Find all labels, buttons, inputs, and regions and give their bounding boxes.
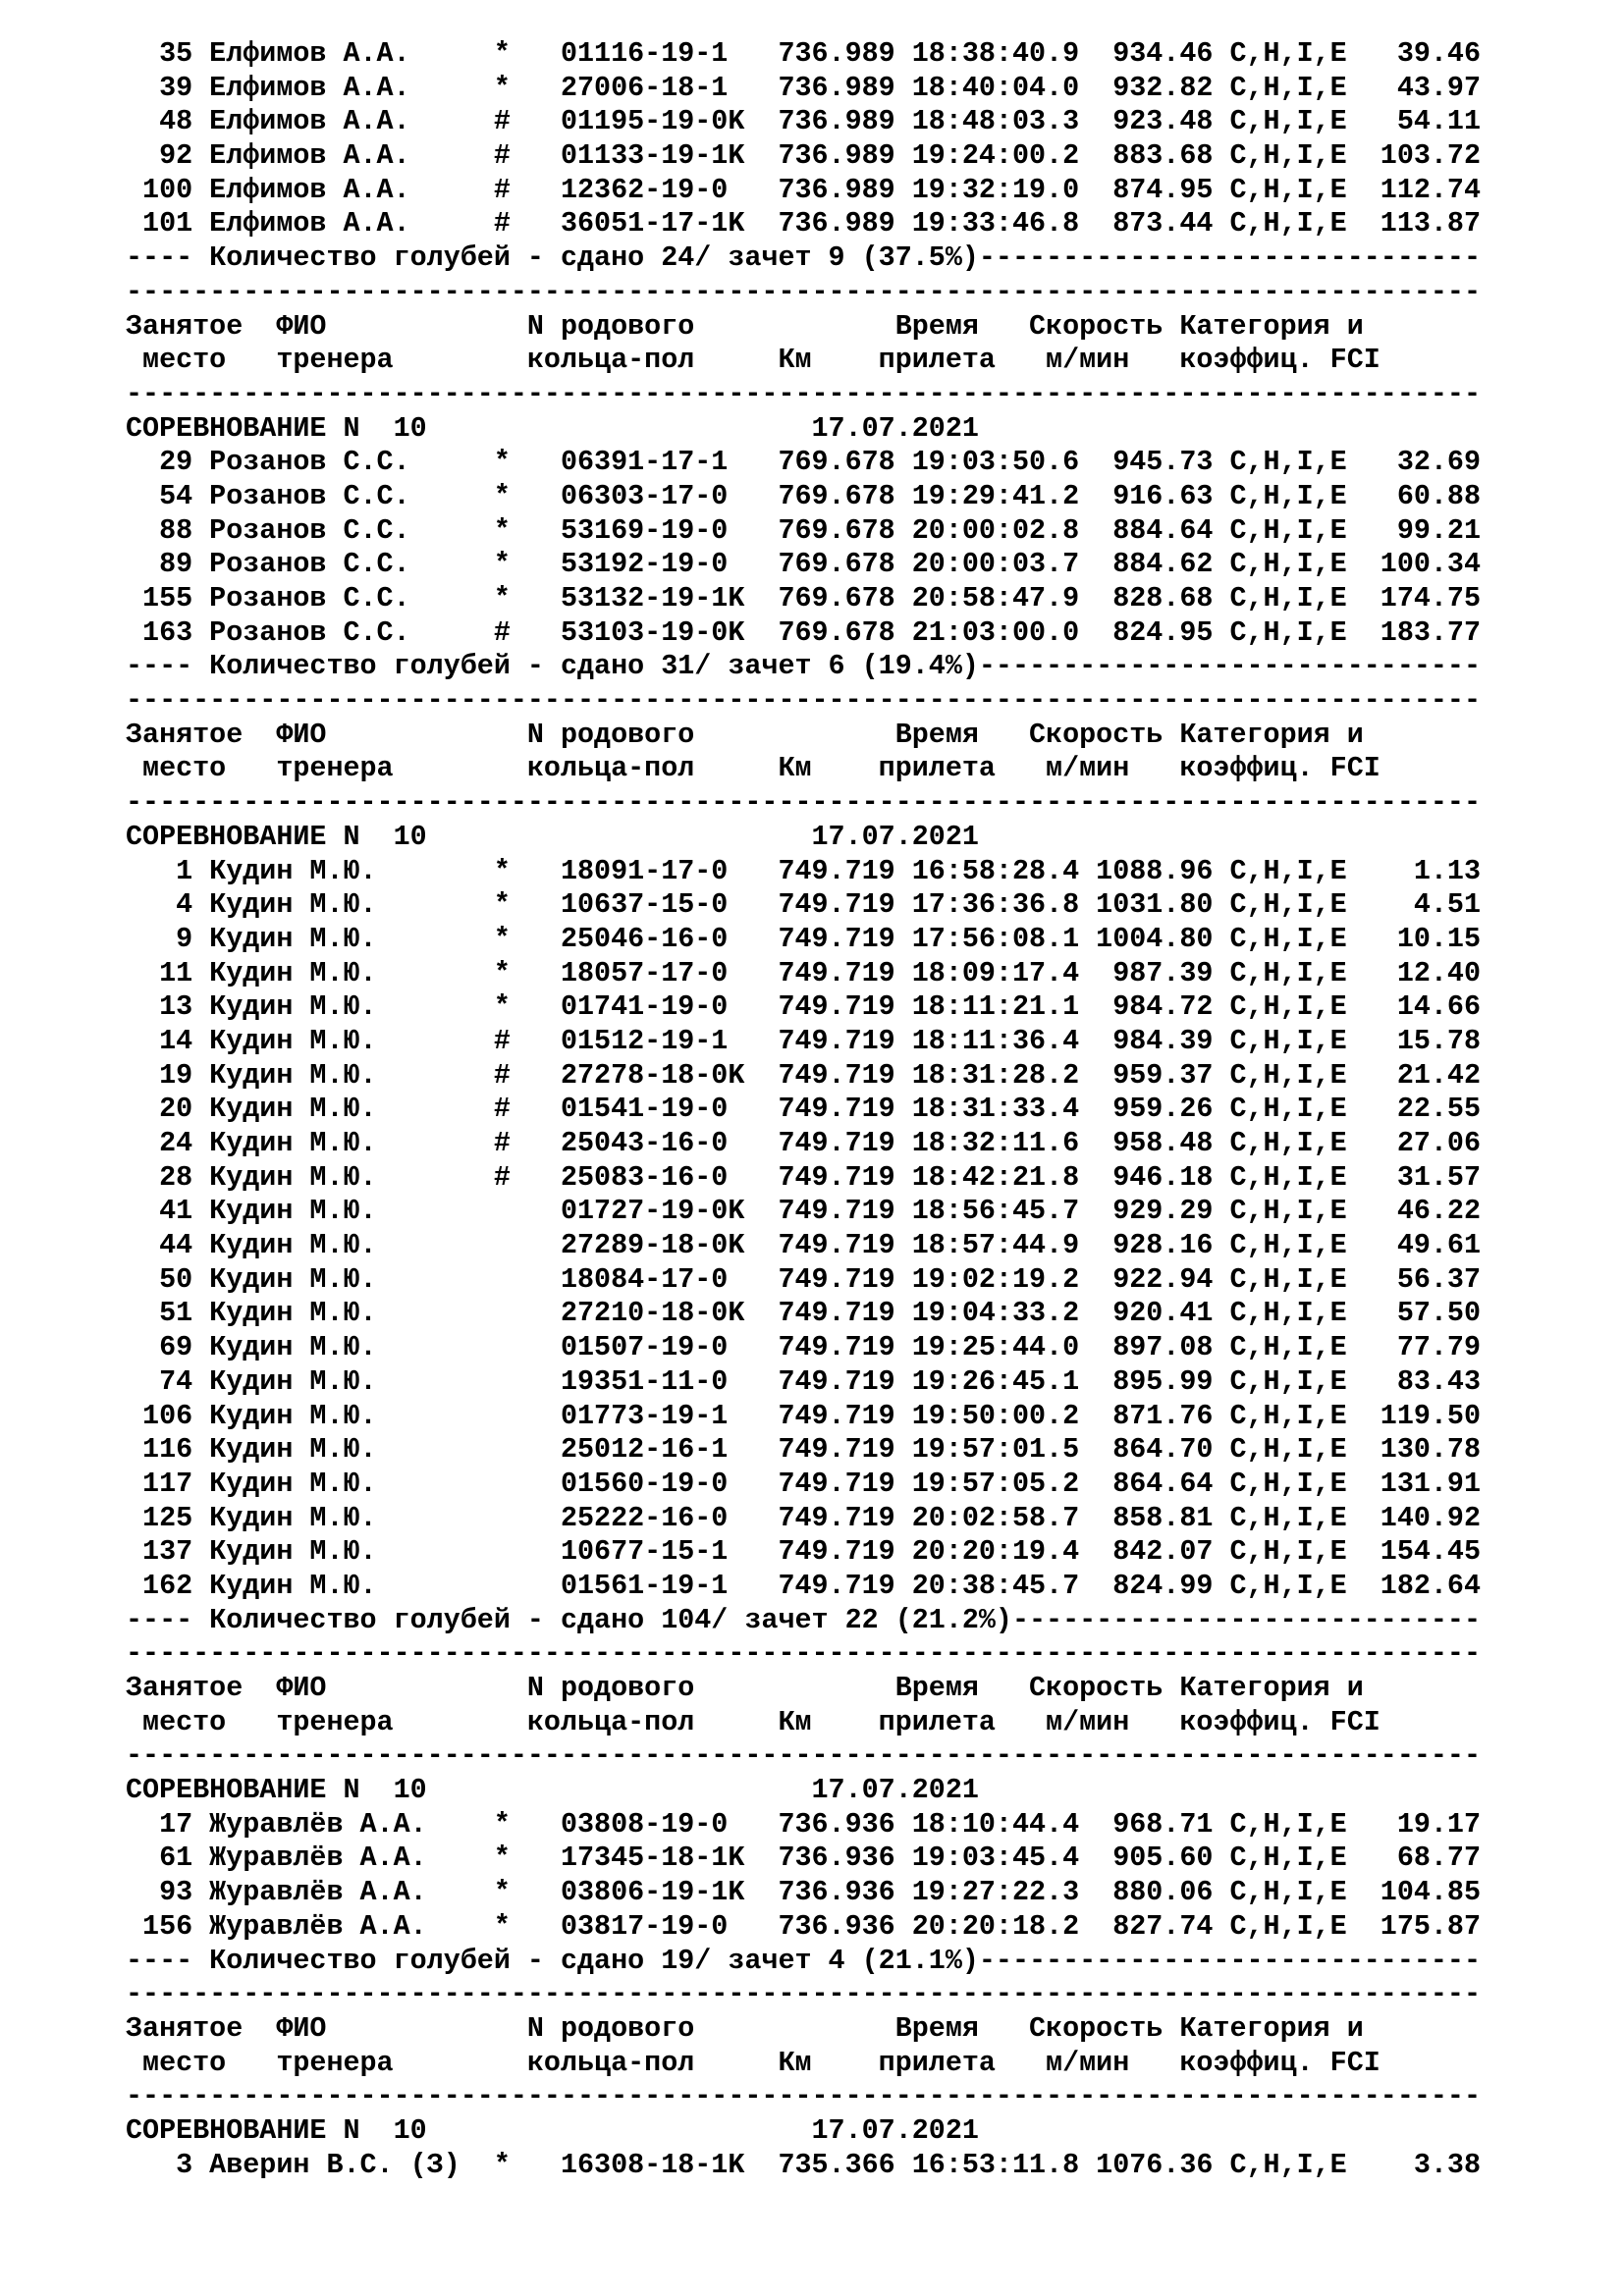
printout-line: СОРЕВНОВАНИЕ N 10 17.07.2021 xyxy=(126,1774,979,1807)
printout-line: --------------------------------------------------------------------------------- xyxy=(126,1637,1482,1671)
printout-line: 69 Кудин М.Ю. 01507-19-0 749.719 19:25:44.0 897.08 C,H,I,E 77.79 xyxy=(126,1331,1482,1364)
results-printout xyxy=(126,37,1481,2182)
printout-line: Занятое ФИО N родового Время Скорость Категория и xyxy=(126,1672,1364,1704)
printout-line: 163 Розанов С.С. # 53103-19-0K 769.678 21:03:00.0 824.95 C,H,I,E 183.77 xyxy=(126,615,1482,649)
printout-line: 20 Кудин М.Ю. # 01541-19-0 749.719 18:31:33.4 959.26 C,H,I,E 22.55 xyxy=(126,1093,1482,1126)
printout-line: --------------------------------------------------------------------------------- xyxy=(126,684,1482,718)
printout-line: ---- Количество голубей - сдано 104/ зачет 22 (21.2%)---------------------------- xyxy=(126,1603,1482,1636)
printout-line: место тренера кольца-пол Км прилета м/мин коэффиц. FCI xyxy=(126,1705,1380,1738)
printout-line: 19 Кудин М.Ю. # 27278-18-0K 749.719 18:31:28.2 959.37 C,H,I,E 21.42 xyxy=(126,1058,1482,1092)
printout-line: 39 Елфимов А.А. * 27006-18-1 736.989 18:40:04.0 932.82 C,H,I,E 43.97 xyxy=(126,71,1482,104)
printout-line: 101 Елфимов А.А. # 36051-17-1K 736.989 19:33:46.8 873.44 C,H,I,E 113.87 xyxy=(126,207,1482,240)
printout-line: 1 Кудин М.Ю. * 18091-17-0 749.719 16:58:28.4 1088.96 C,H,I,E 1.13 xyxy=(126,854,1482,887)
printout-line: 125 Кудин М.Ю. 25222-16-0 749.719 20:02:58.7 858.81 C,H,I,E 140.92 xyxy=(126,1501,1482,1534)
printout-line: место тренера кольца-пол Км прилета м/мин коэффиц. FCI xyxy=(126,752,1380,785)
printout-line: --------------------------------------------------------------------------------- xyxy=(126,1978,1482,2011)
printout-line: 3 Аверин В.С. (З) * 16308-18-1K 735.366 16:53:11.8 1076.36 C,H,I,E 3.38 xyxy=(126,2148,1482,2181)
printout-line: 24 Кудин М.Ю. # 25043-16-0 749.719 18:32:11.6 958.48 C,H,I,E 27.06 xyxy=(126,1127,1482,1159)
printout-line: СОРЕВНОВАНИЕ N 10 17.07.2021 xyxy=(126,820,979,853)
printout-line: --------------------------------------------------------------------------------- xyxy=(126,275,1482,308)
printout-line: 29 Розанов С.С. * 06391-17-1 769.678 19:03:50.6 945.73 C,H,I,E 32.69 xyxy=(126,446,1482,479)
printout-line: 162 Кудин М.Ю. 01561-19-1 749.719 20:38:45.7 824.99 C,H,I,E 182.64 xyxy=(126,1569,1482,1602)
printout-line: ---- Количество голубей - сдано 24/ зачет 9 (37.5%)------------------------------ xyxy=(126,241,1482,275)
printout-line: 100 Елфимов А.А. # 12362-19-0 736.989 19:32:19.0 874.95 C,H,I,E 112.74 xyxy=(126,173,1482,206)
printout-line: 89 Розанов С.С. * 53192-19-0 769.678 20:00:03.7 884.62 C,H,I,E 100.34 xyxy=(126,548,1482,581)
printout-line: ---- Количество голубей - сдано 19/ зачет 4 (21.1%)------------------------------ xyxy=(126,1944,1482,1977)
printout-line: --------------------------------------------------------------------------------- xyxy=(126,1739,1482,1773)
printout-line: 88 Розанов С.С. * 53169-19-0 769.678 20:00:02.8 884.64 C,H,I,E 99.21 xyxy=(126,513,1482,547)
printout-line: 51 Кудин М.Ю. 27210-18-0K 749.719 19:04:33.2 920.41 C,H,I,E 57.50 xyxy=(126,1297,1482,1330)
printout-line: место тренера кольца-пол Км прилета м/мин коэффиц. FCI xyxy=(126,2046,1380,2079)
printout-line: СОРЕВНОВАНИЕ N 10 17.07.2021 xyxy=(126,411,979,445)
printout-line: 92 Елфимов А.А. # 01133-19-1K 736.989 19:24:00.2 883.68 C,H,I,E 103.72 xyxy=(126,139,1482,173)
printout-line: 50 Кудин М.Ю. 18084-17-0 749.719 19:02:19.2 922.94 C,H,I,E 56.37 xyxy=(126,1262,1482,1296)
printout-line: СОРЕВНОВАНИЕ N 10 17.07.2021 xyxy=(126,2113,979,2147)
printout-line: 93 Журавлёв А.А. * 03806-19-1K 736.936 19:27:22.3 880.06 C,H,I,E 104.85 xyxy=(126,1876,1482,1909)
printout-line: 4 Кудин М.Ю. * 10637-15-0 749.719 17:36:36.8 1031.80 C,H,I,E 4.51 xyxy=(126,888,1482,922)
printout-line: Занятое ФИО N родового Время Скорость Категория и xyxy=(126,309,1364,343)
printout-line: 106 Кудин М.Ю. 01773-19-1 749.719 19:50:00.2 871.76 C,H,I,E 119.50 xyxy=(126,1399,1482,1432)
printout-line: 9 Кудин М.Ю. * 25046-16-0 749.719 17:56:08.1 1004.80 C,H,I,E 10.15 xyxy=(126,922,1482,955)
printout-line: 44 Кудин М.Ю. 27289-18-0K 749.719 18:57:44.9 928.16 C,H,I,E 49.61 xyxy=(126,1229,1482,1262)
printout-line: 41 Кудин М.Ю. 01727-19-0K 749.719 18:56:45.7 929.29 C,H,I,E 46.22 xyxy=(126,1195,1482,1228)
printout-line: ---- Количество голубей - сдано 31/ зачет 6 (19.4%)------------------------------ xyxy=(126,650,1482,683)
printout-line: 117 Кудин М.Ю. 01560-19-0 749.719 19:57:05.2 864.64 C,H,I,E 131.91 xyxy=(126,1467,1482,1500)
printout-line: --------------------------------------------------------------------------------- xyxy=(126,377,1482,410)
printout-line: 14 Кудин М.Ю. # 01512-19-1 749.719 18:11:36.4 984.39 C,H,I,E 15.78 xyxy=(126,1024,1482,1057)
printout-line: 17 Журавлёв А.А. * 03808-19-0 736.936 18:10:44.4 968.71 C,H,I,E 19.17 xyxy=(126,1807,1482,1841)
printout-line: 54 Розанов С.С. * 06303-17-0 769.678 19:29:41.2 916.63 C,H,I,E 60.88 xyxy=(126,479,1482,512)
printout-line: 156 Журавлёв А.А. * 03817-19-0 736.936 20:20:18.2 827.74 C,H,I,E 175.87 xyxy=(126,1909,1482,1943)
printout-line: --------------------------------------------------------------------------------- xyxy=(126,2080,1482,2113)
printout-line: 48 Елфимов А.А. # 01195-19-0K 736.989 18:48:03.3 923.48 C,H,I,E 54.11 xyxy=(126,105,1482,138)
printout-line: Занятое ФИО N родового Время Скорость Категория и xyxy=(126,718,1364,751)
printout-line: 28 Кудин М.Ю. # 25083-16-0 749.719 18:42:21.8 946.18 C,H,I,E 31.57 xyxy=(126,1160,1482,1194)
printout-line: 116 Кудин М.Ю. 25012-16-1 749.719 19:57:01.5 864.70 C,H,I,E 130.78 xyxy=(126,1433,1482,1467)
printout-line: 61 Журавлёв А.А. * 17345-18-1K 736.936 19:03:45.4 905.60 C,H,I,E 68.77 xyxy=(126,1842,1482,1875)
printout-line: место тренера кольца-пол Км прилета м/мин коэффиц. FCI xyxy=(126,344,1380,377)
printout-line: 13 Кудин М.Ю. * 01741-19-0 749.719 18:11:21.1 984.72 C,H,I,E 14.66 xyxy=(126,990,1482,1024)
printout-line: 155 Розанов С.С. * 53132-19-1K 769.678 20:58:47.9 828.68 C,H,I,E 174.75 xyxy=(126,582,1482,614)
printout-line: 11 Кудин М.Ю. * 18057-17-0 749.719 18:09:17.4 987.39 C,H,I,E 12.40 xyxy=(126,956,1482,989)
printout-line: Занятое ФИО N родового Время Скорость Категория и xyxy=(126,2011,1364,2045)
printout-line: 74 Кудин М.Ю. 19351-11-0 749.719 19:26:45.1 895.99 C,H,I,E 83.43 xyxy=(126,1364,1482,1398)
printout-line: 35 Елфимов А.А. * 01116-19-1 736.989 18:38:40.9 934.46 C,H,I,E 39.46 xyxy=(126,37,1482,70)
printout-line: 137 Кудин М.Ю. 10677-15-1 749.719 20:20:19.4 842.07 C,H,I,E 154.45 xyxy=(126,1535,1482,1569)
printout-line: --------------------------------------------------------------------------------- xyxy=(126,786,1482,820)
